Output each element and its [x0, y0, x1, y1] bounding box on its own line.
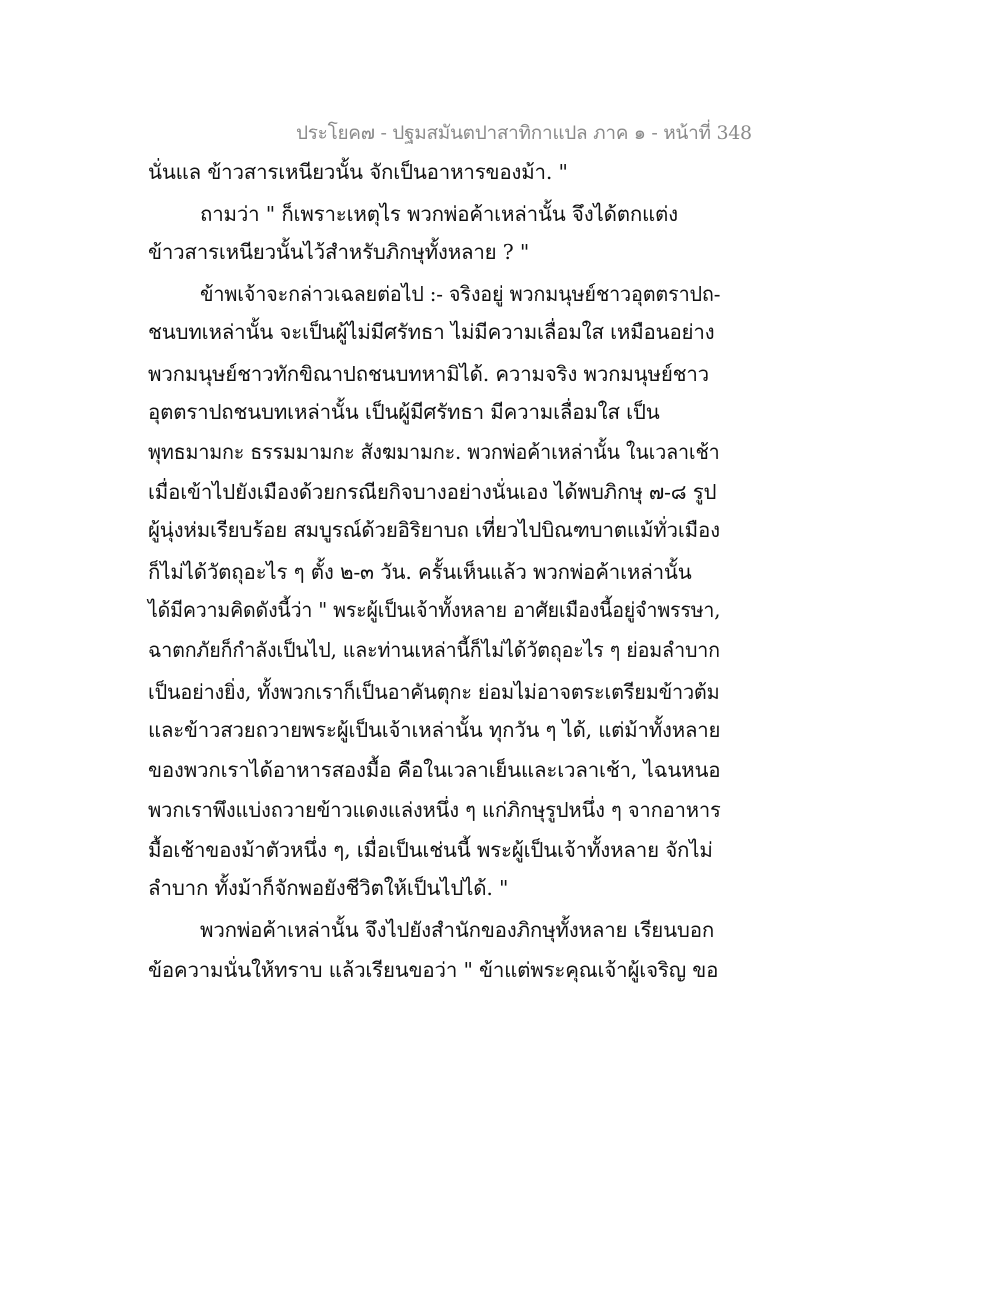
text-line: ผู้นุ่งห่มเรียบร้อย สมบูรณ์ด้วยอิริยาบถ เที่ยวไปบิณฑบาตแม้ทั่วเมือง — [148, 518, 720, 542]
text-line: เมื่อเข้าไปยังเมืองด้วยกรณียกิจบางอย่างนั่นเอง ได้พบภิกษุ ๗-๘ รูป — [148, 480, 717, 504]
text-line: ข้อความนั่นให้ทราบ แล้วเรียนขอว่า " ข้าแต่พระคุณเจ้าผู้เจริญ ขอ — [148, 958, 719, 982]
text-line: ได้มีความคิดดังนี้ว่า " พระผู้เป็นเจ้าทั้งหลาย อาศัยเมืองนี้อยู่จำพรรษา, — [148, 598, 721, 622]
text-line: เป็นอย่างยิ่ง, ทั้งพวกเราก็เป็นอาคันตุกะ ย่อมไม่อาจตระเตรียมข้าวต้ม — [148, 680, 720, 704]
text-line: ลำบาก ทั้งม้าก็จักพอยังชีวิตให้เป็นไปได้. " — [148, 876, 509, 900]
text-line: ฉาตกภัยก็กำลังเป็นไป, และท่านเหล่านี้ก็ไม่ได้วัตถุอะไร ๆ ย่อมลำบาก — [148, 638, 720, 662]
text-line: ข้าพเจ้าจะกล่าวเฉลยต่อไป :- จริงอยู่ พวกมนุษย์ชาวอุตตราปถ- — [200, 282, 721, 306]
text-line: พวกมนุษย์ชาวทักขิณาปถชนบทหามิได้. ความจริง พวกมนุษย์ชาว — [148, 362, 709, 386]
running-header: ประโยค๗ - ปฐมสมันตปาสาทิกาแปล ภาค ๑ - หน้าที่ 348 — [296, 122, 752, 144]
text-line: และข้าวสวยถวายพระผู้เป็นเจ้าเหล่านั้น ทุกวัน ๆ ได้, แต่ม้าทั้งหลาย — [148, 718, 721, 742]
text-line: ชนบทเหล่านั้น จะเป็นผู้ไม่มีศรัทธา ไม่มีความเลื่อมใส เหมือนอย่าง — [148, 320, 715, 344]
text-line: มื้อเช้าของม้าตัวหนึ่ง ๆ, เมื่อเป็นเช่นนี้ พระผู้เป็นเจ้าทั้งหลาย จักไม่ — [148, 838, 713, 862]
text-line: อุตตราปถชนบทเหล่านั้น เป็นผู้มีศรัทธา มีความเลื่อมใส เป็น — [148, 400, 660, 424]
text-line: ถามว่า " ก็เพราะเหตุไร พวกพ่อค้าเหล่านั้น จึงได้ตกแต่ง — [200, 202, 678, 226]
text-line: ข้าวสารเหนียวนั้นไว้สำหรับภิกษุทั้งหลาย ? " — [148, 240, 530, 264]
text-line: ก็ไม่ได้วัตถุอะไร ๆ ตั้ง ๒-๓ วัน. ครั้นเห็นแล้ว พวกพ่อค้าเหล่านั้น — [148, 560, 692, 584]
text-line: พวกเราพึงแบ่งถวายข้าวแดงแล่งหนึ่ง ๆ แก่ภิกษุรูปหนึ่ง ๆ จากอาหาร — [148, 798, 721, 822]
text-line: พุทธมามกะ ธรรมมามกะ สังฆมามกะ. พวกพ่อค้าเหล่านั้น ในเวลาเช้า — [148, 440, 720, 464]
text-line: นั่นแล ข้าวสารเหนียวนั้น จักเป็นอาหารของม้า. " — [148, 160, 568, 184]
text-line: พวกพ่อค้าเหล่านั้น จึงไปยังสำนักของภิกษุทั้งหลาย เรียนบอก — [200, 918, 715, 942]
text-line: ของพวกเราได้อาหารสองมื้อ คือในเวลาเย็นและเวลาเช้า, ไฉนหนอ — [148, 758, 721, 782]
